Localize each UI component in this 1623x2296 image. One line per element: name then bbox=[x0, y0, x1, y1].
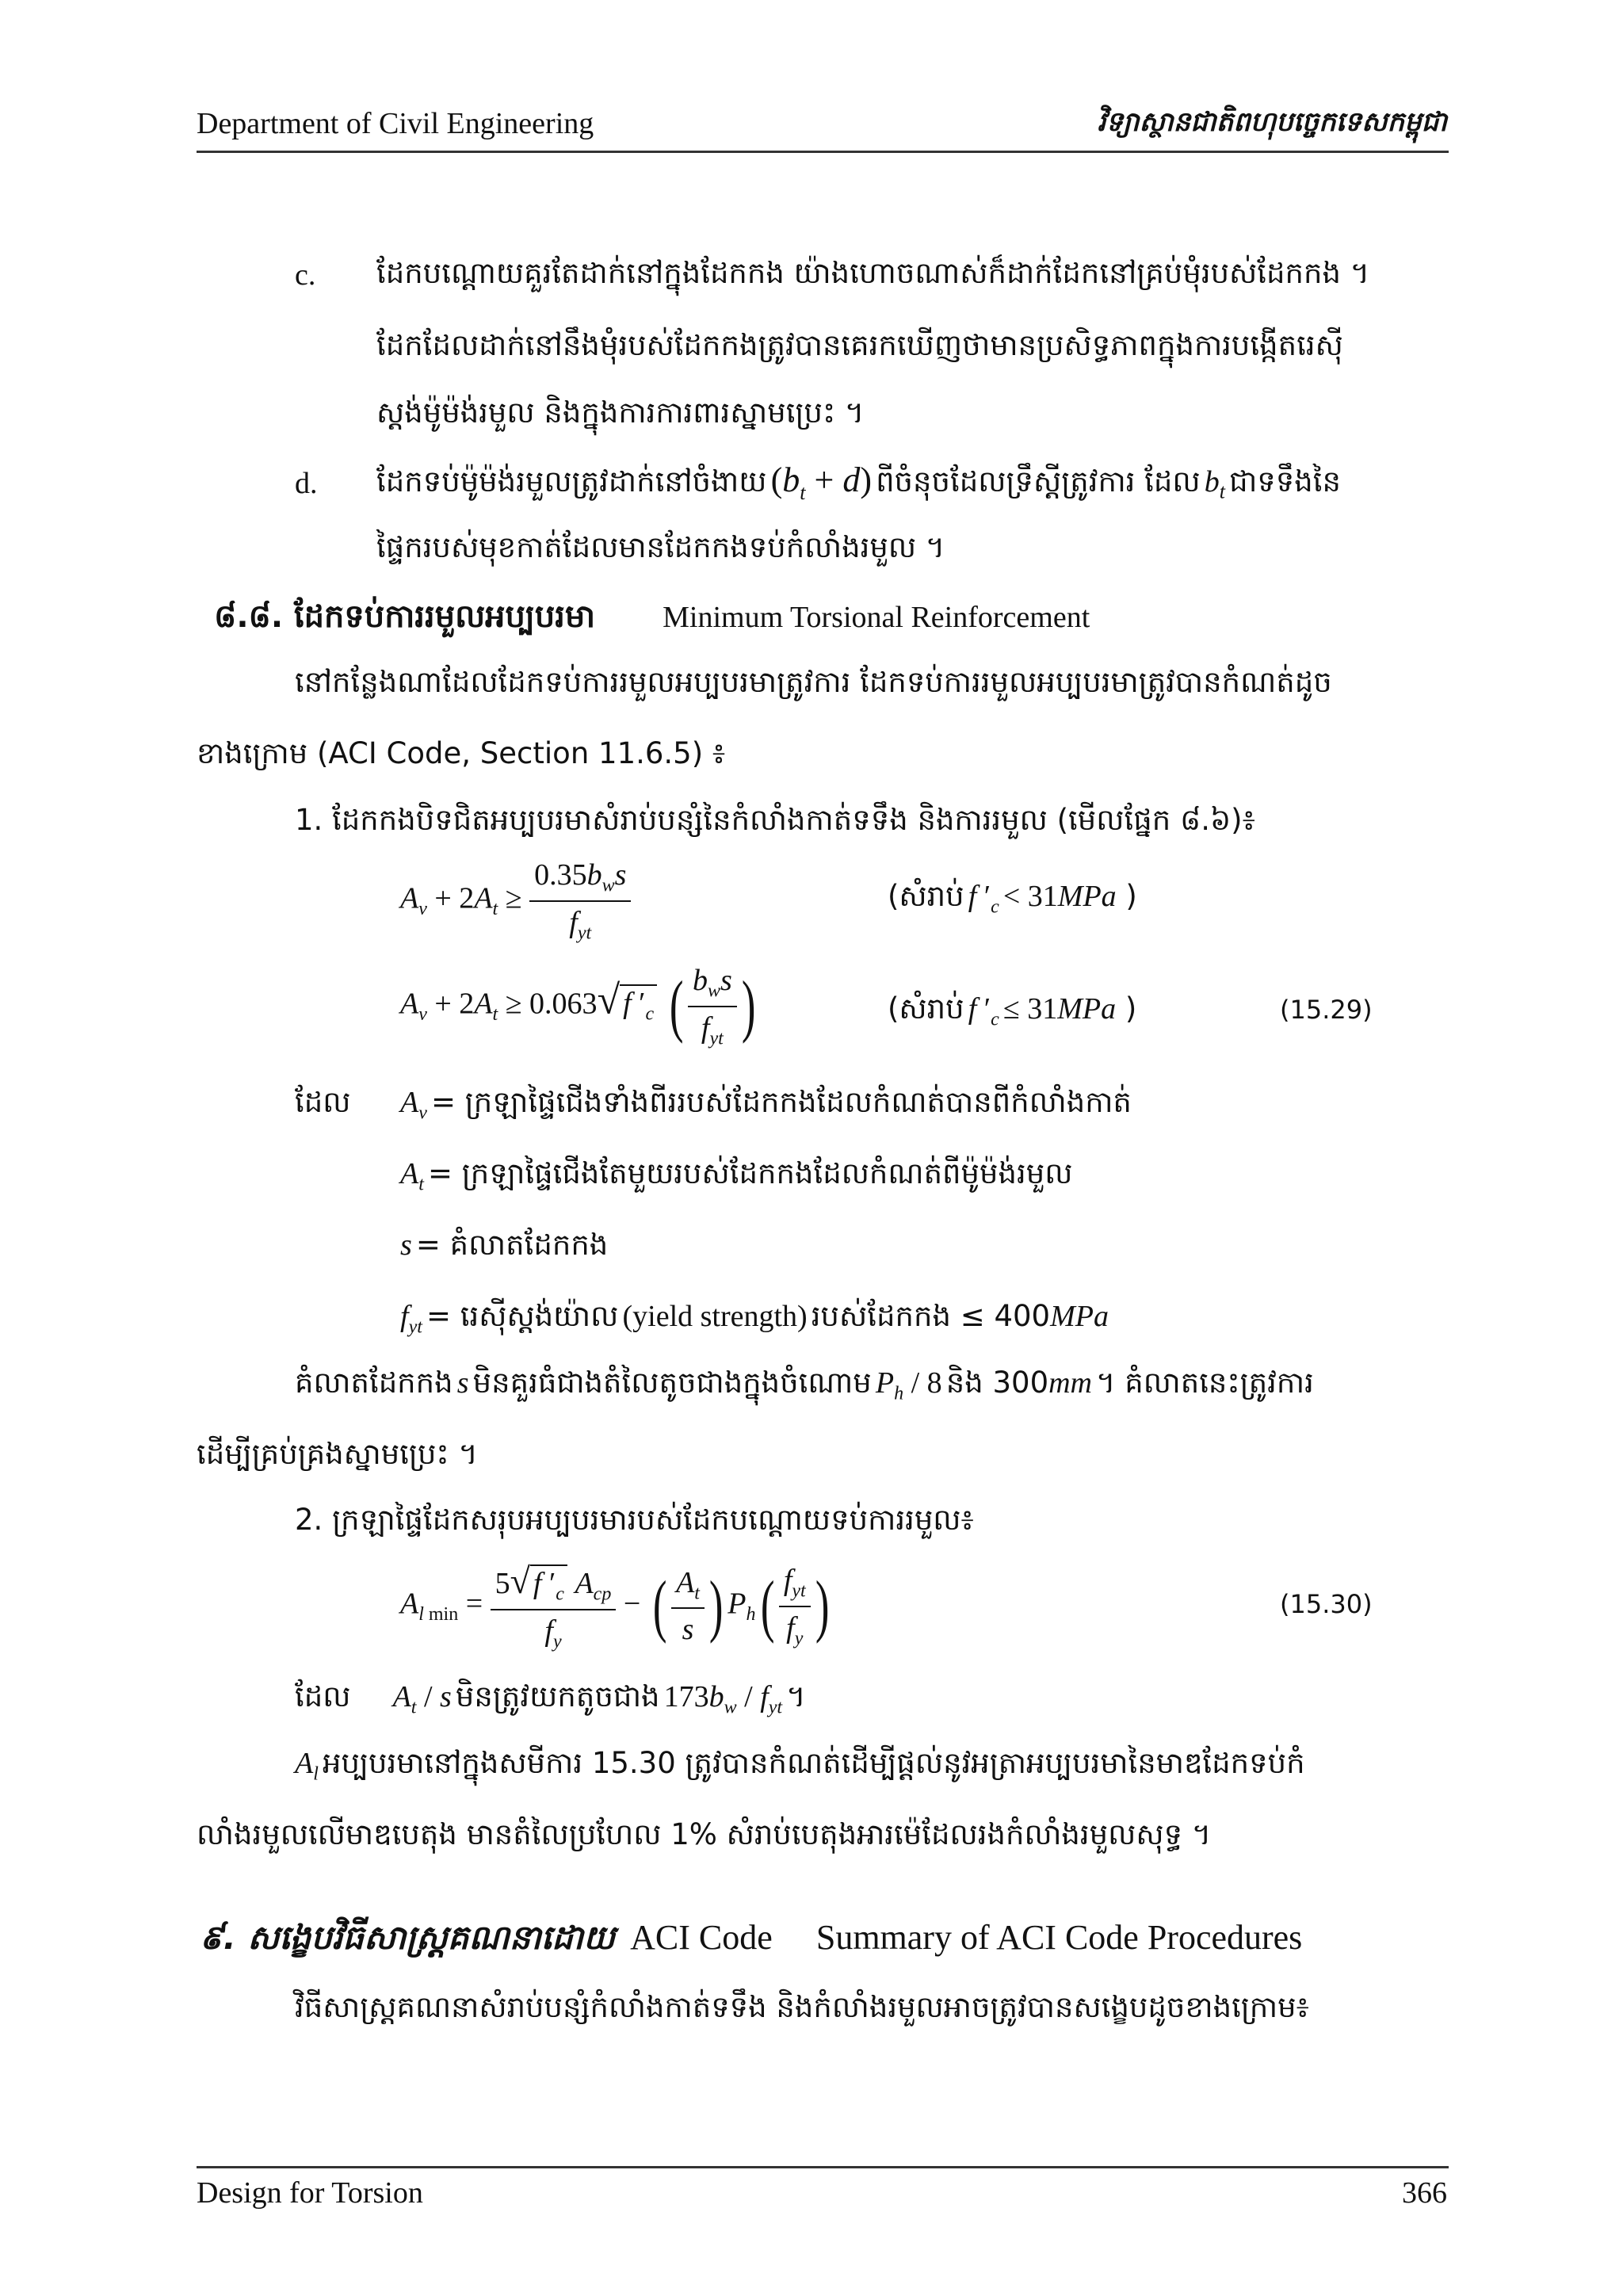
equation-2-condition-label: (សំរាប់ bbox=[888, 991, 964, 1026]
item-d-text-a: ដែកទប់ម៉ូម៉ង់រមួលត្រូវដាក់នៅចំងាយ bbox=[376, 464, 767, 499]
where-2-text: មិនត្រូវយកតូចជាង bbox=[455, 1679, 660, 1713]
equation-number-15-29: (15.29) bbox=[1280, 995, 1373, 1025]
def-av-text: = ក្រឡាផ្ទៃជើងទាំងពីររបស់ដែកកងដែលកំណត់បានពីកំលាំងកាត់ bbox=[430, 1085, 1132, 1119]
def-fyt-text-c: របស់ដែកកង ≤ 400 bbox=[811, 1299, 1051, 1333]
item-d-line-1 bbox=[376, 460, 1341, 506]
equation-number-15-30: (15.30) bbox=[1280, 1589, 1373, 1619]
header-right: វិទ្យាស្ថានជាតិពហុបច្ចេកទេសកម្ពុជា bbox=[1097, 106, 1447, 138]
section-8-8-title-en: Minimum Torsional Reinforcement bbox=[663, 601, 1090, 634]
where-2-end: ។ bbox=[786, 1679, 806, 1713]
def-fyt-text-a: = រេស៊ីស្តង់យ៉ាល bbox=[426, 1299, 619, 1333]
equation-2-condition-value: ≤ 31 bbox=[1002, 992, 1058, 1026]
section-9-para: វិធីសាស្ត្រគណនាសំរាប់បន្សំកំលាំងកាត់ទទឹង និងកំលាំងរមួលអាចត្រូវបានសង្ខេបដូចខាងក្រោម៖ bbox=[295, 1990, 1309, 2024]
item-d-line-2: ផ្ទៃករបស់មុខកាត់ដែលមានដែកកងទប់កំលាំងរមួល ។ bbox=[376, 530, 945, 564]
equation-1-fraction: $\frac{0.35b_ws}{f_{yt}}$ bbox=[529, 858, 631, 944]
section-9-title-km: ៩. សង្ខេបវិធីសាស្ត្រគណនាដោយ bbox=[200, 1918, 615, 1957]
footer-rule bbox=[197, 2166, 1449, 2168]
where-2: ដែល $A_t$ / s មិនត្រូវយកតូចជាង $173b_w / f_{yt}$ ។ bbox=[295, 1679, 806, 1718]
section-9-heading bbox=[200, 1916, 1302, 1966]
point-2: 2. ក្រឡាផ្ទៃដែកសរុបអប្បបរមារបស់ដែកបណ្ដោយទប់ការរមួល៖ bbox=[295, 1503, 974, 1537]
item-c-line-1: ដែកបណ្ដោយគួរតែដាក់នៅក្នុងដែកកង យ៉ាងហោចណាស់ក៏ដាក់ដែកនៅគ្រប់មុំរបស់ដែកកង ។ bbox=[376, 256, 1370, 290]
para-1-line-1: នៅកន្លែងណាដែលដែកទប់ការរមួលអប្បបរមាត្រូវការ ដែកទប់ការរមួលអប្បបរមាត្រូវបានកំណត់ដូច bbox=[295, 665, 1332, 699]
where-label-1: ដែល bbox=[295, 1085, 351, 1119]
spacing-text-d: ។ គំលាតនេះត្រូវការ bbox=[1096, 1366, 1314, 1400]
footer-left: Design for Torsion bbox=[197, 2176, 423, 2210]
para-1-line-2: ខាងក្រោម (ACI Code, Section 11.6.5) ៖ bbox=[197, 736, 726, 770]
equation-3: $A_{l min}$ = $\frac{5√ f '_c A_{cp}}{f_y}$ − ( $\frac{A_t}{s}$ ) $P_h$( $\frac{f_{yt}}{f_y}$ ) bbox=[400, 1561, 830, 1652]
item-d-text-c: ជាទទឹងនៃ bbox=[1229, 464, 1341, 499]
item-c-line-3: ស្តង់ម៉ូម៉ង់រមួល និងក្នុងការការពារស្នាមប្រេះ ។ bbox=[376, 395, 865, 430]
page-number: 366 bbox=[1402, 2176, 1447, 2210]
spacing-line-1: គំលាតដែកកង s មិនគួរធំជាងតំលៃតូចជាងក្នុងចំណោម $P_h / 8$ និង 300mm ។ គំលាតនេះត្រូវការ bbox=[295, 1366, 1314, 1404]
equation-2-condition: (សំរាប់ f $'_c \le 31MPa$ ) bbox=[888, 991, 1137, 1030]
item-c-line-2: ដែកដែលដាក់នៅនឹងមុំរបស់ដែកកងត្រូវបានគេរកឃើញថាមានប្រសិទ្ធភាពក្នុងការបង្កើតរេស៊ី bbox=[376, 328, 1343, 362]
section-8-8-title-km: ៨.៨. ដែកទប់ការរមួលអប្បបរមា bbox=[214, 598, 596, 635]
item-c-label: c. bbox=[295, 258, 316, 292]
spacing-text-b: មិនគួរធំជាងតំលៃតូចជាងក្នុងចំណោម bbox=[472, 1366, 872, 1400]
section-9-title-en2: Summary of ACI Code Procedures bbox=[815, 1918, 1303, 1957]
equation-1-condition-label: (សំរាប់ bbox=[888, 879, 964, 913]
item-d-label: d. bbox=[295, 467, 318, 500]
where-label-2: ដែល bbox=[295, 1679, 351, 1713]
section-9-title-en1: ACI Code bbox=[630, 1918, 773, 1957]
point-1: 1. ដែកកងបិទជិតអប្បបរមាសំរាប់បន្សំនៃកំលាំងកាត់ទទឹង និងការរមួល (មើលផ្នែក ៨.៦)៖ bbox=[295, 803, 1255, 837]
header-rule bbox=[197, 151, 1449, 153]
bt-plus-d-formula: $(b_t + d)$ bbox=[770, 460, 872, 504]
header-left: Department of Civil Engineering bbox=[197, 107, 594, 140]
equation-1: $A_v + 2A_t$ ≥ $\frac{0.35b_ws}{f_{yt}}$ bbox=[400, 858, 631, 944]
section-8-8-heading bbox=[214, 596, 1090, 643]
item-d-text-b: ពីចំនុចដែលទ្រឹស្តីត្រូវការ ដែល bbox=[876, 464, 1201, 499]
spacing-text-a: គំលាតដែកកង bbox=[295, 1366, 453, 1400]
def-s-text: = គំលាតដែកកង bbox=[415, 1228, 609, 1262]
bt-symbol: $b_t$ bbox=[1204, 465, 1225, 503]
al-line-2: លាំងរមួលលើមាឌបេតុង មានតំលៃប្រហែល 1% សំរាប់បេតុងអារម៉េដែលរងកំលាំងរមួលសុទ្ធ ។ bbox=[197, 1817, 1212, 1851]
def-av: $A_v$ = ក្រឡាផ្ទៃជើងទាំងពីររបស់ដែកកងដែលកំណត់បានពីកំលាំងកាត់ bbox=[400, 1085, 1132, 1124]
equation-1-condition-value: < 31 bbox=[1002, 880, 1058, 913]
def-fyt: $f_{yt}$ = រេស៊ីស្តង់យ៉ាល (yield strength) របស់ដែកកង ≤ 400MPa bbox=[400, 1299, 1109, 1338]
def-at: $A_t$ = ក្រឡាផ្ទៃជើងតែមួយរបស់ដែកកងដែលកំណត់ពីម៉ូម៉ង់រមួល bbox=[400, 1156, 1073, 1195]
def-at-text: = ក្រឡាផ្ទៃជើងតែមួយរបស់ដែកកងដែលកំណត់ពីម៉ូម៉ង់រមួល bbox=[427, 1156, 1073, 1190]
al-line-1-text: អប្បបរមានៅក្នុងសមីការ 15.30 ត្រូវបានកំណត់ដើម្បីផ្ដល់នូវអត្រាអប្បបរមានៃមាឌដែកទប់កំ bbox=[322, 1746, 1305, 1780]
spacing-text-c: និង 300 bbox=[945, 1366, 1049, 1400]
equation-2: $A_v + 2A_t \ge 0.063√$ f $'_c$ ( $\frac{b_ws}{f_{yt}}$ ) bbox=[400, 964, 756, 1049]
def-s: s = គំលាតដែកកង bbox=[400, 1228, 609, 1262]
spacing-line-2: ដើម្បីគ្រប់គ្រងស្នាមប្រេះ ។ bbox=[197, 1437, 478, 1471]
def-fyt-text-b: (yield strength) bbox=[622, 1300, 808, 1333]
al-line-1: $A_l$ អប្បបរមានៅក្នុងសមីការ 15.30 ត្រូវបានកំណត់ដើម្បីផ្ដល់នូវអត្រាអប្បបរមានៃមាឌដែកទប់កំ bbox=[295, 1746, 1305, 1785]
equation-1-condition: (សំរាប់ f $'_c < 31MPa$ ) bbox=[888, 879, 1137, 918]
